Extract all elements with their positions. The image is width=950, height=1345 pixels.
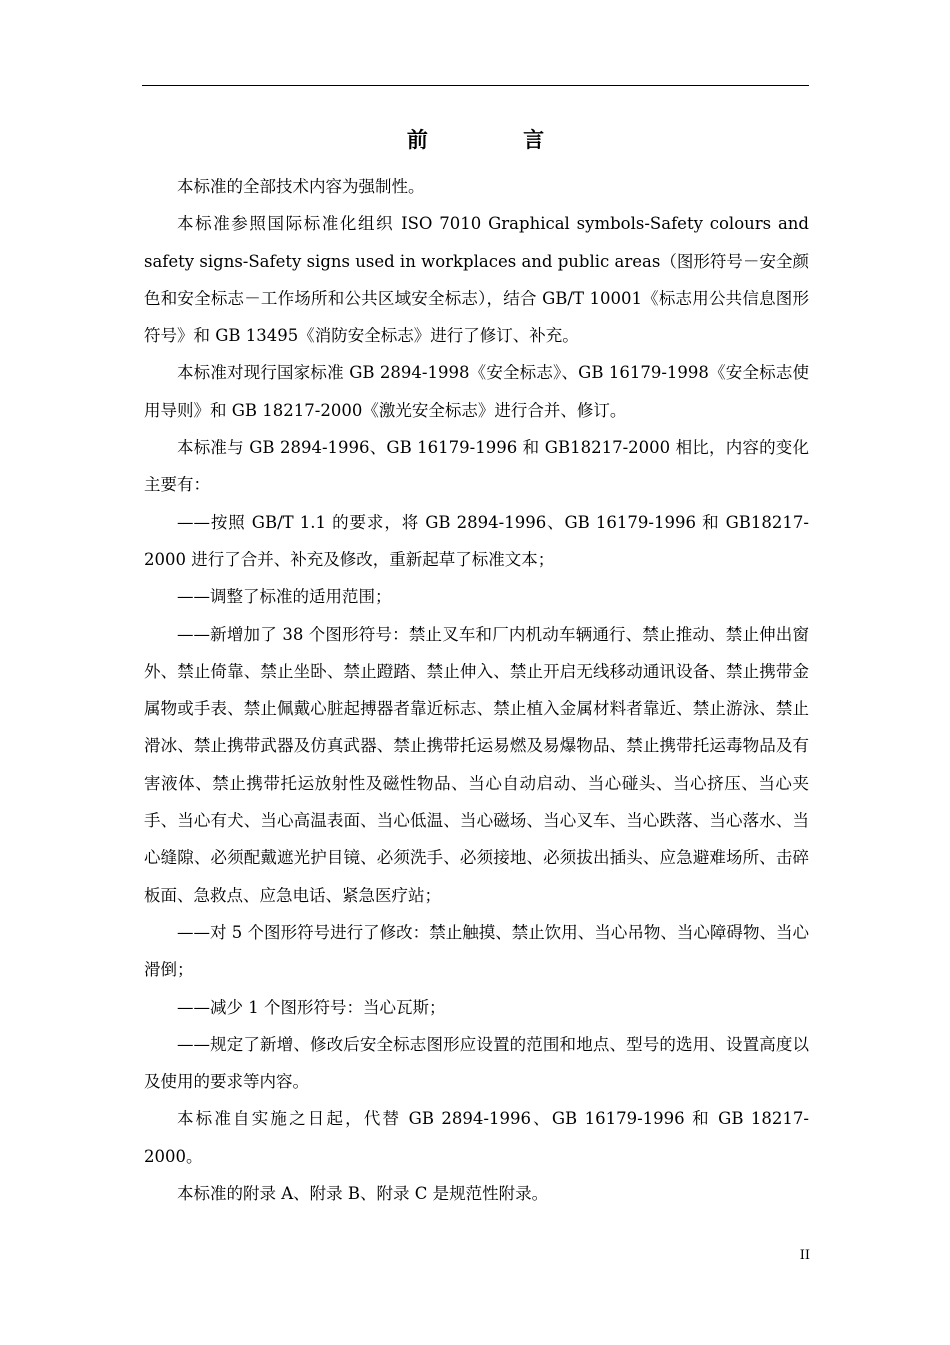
change-item-removed-symbol: ——减少 1 个图形符号：当心瓦斯； bbox=[177, 997, 446, 1017]
paragraph-mandatory: 本标准的全部技术内容为强制性。 bbox=[177, 177, 425, 196]
page-title: 前 言 bbox=[406, 127, 589, 152]
paragraph-replaces: 本标准自实施之日起，代替 GB 2894-1996、GB 16179-1996 和 GB 18217-2000。 bbox=[144, 1109, 809, 1166]
change-item-placement-rules: ——规定了新增、修改后安全标志图形应设置的范围和地点、型号的选用、设置高度以及使用的要求等内容。 bbox=[144, 1034, 809, 1092]
foreword-body bbox=[144, 168, 809, 1212]
paragraph-merge: 本标准对现行国家标准 GB 2894-1998《安全标志》、GB 16179-1998《安全标志使用导则》和 GB 18217-2000《激光安全标志》进行合并、修订。 bbox=[144, 363, 809, 420]
change-item-rewrite: ——按照 GB/T 1.1 的要求，将 GB 2894-1996、GB 16179-1996 和 GB18217-2000 进行了合并、补充及修改，重新起草了标准文本； bbox=[144, 512, 809, 569]
paragraph-reference-iso: 本标准参照国际标准化组织 ISO 7010 Graphical symbols-Safety colours and safety signs-Safety signs used in workplaces and public areas（图形符号－安全颜色和安全标志－工作场所和公共区域安全标志），结合 GB/T 10001《标志用公共信息图形符号》和 GB 13495《消防安全标志》进行了修订、补充。 bbox=[144, 214, 809, 346]
change-item-scope: ——调整了标准的适用范围； bbox=[177, 587, 392, 607]
change-item-new-symbols: ——新增加了 38 个图形符号：禁止叉车和厂内机动车辆通行、禁止推动、禁止伸出窗外、禁止倚靠、禁止坐卧、禁止蹬踏、禁止伸入、禁止开启无线移动通讯设备、禁止携带金属物或手表、禁止佩戴心脏起搏器者靠近标志、禁止植入金属材料者靠近、禁止游泳、禁止滑冰、禁止携带武器及仿真武器、禁止携带托运易燃及易爆物品、禁止携带托运毒物品及有害液体、禁止携带托运放射性及磁性物品、当心自动启动、当心碰头、当心挤压、当心夹手、当心有犬、当心高温表面、当心低温、当心磁场、当心叉车、当心跌落、当心落水、当心缝隙、必须配戴遮光护目镜、必须洗手、必须接地、必须拔出插头、应急避难场所、击碎板面、急救点、应急电话、紧急医疗站； bbox=[144, 624, 809, 905]
change-item-modified-symbols: ——对 5 个图形符号进行了修改：禁止触摸、禁止饮用、当心吊物、当心障碍物、当心滑倒； bbox=[144, 922, 809, 980]
page-number: II bbox=[799, 1248, 810, 1263]
paragraph-changes-intro: 本标准与 GB 2894-1996、GB 16179-1996 和 GB18217-2000 相比，内容的变化主要有： bbox=[144, 438, 809, 495]
header-rule bbox=[142, 85, 809, 86]
paragraph-annexes: 本标准的附录 A、附录 B、附录 C 是规范性附录。 bbox=[177, 1184, 549, 1204]
